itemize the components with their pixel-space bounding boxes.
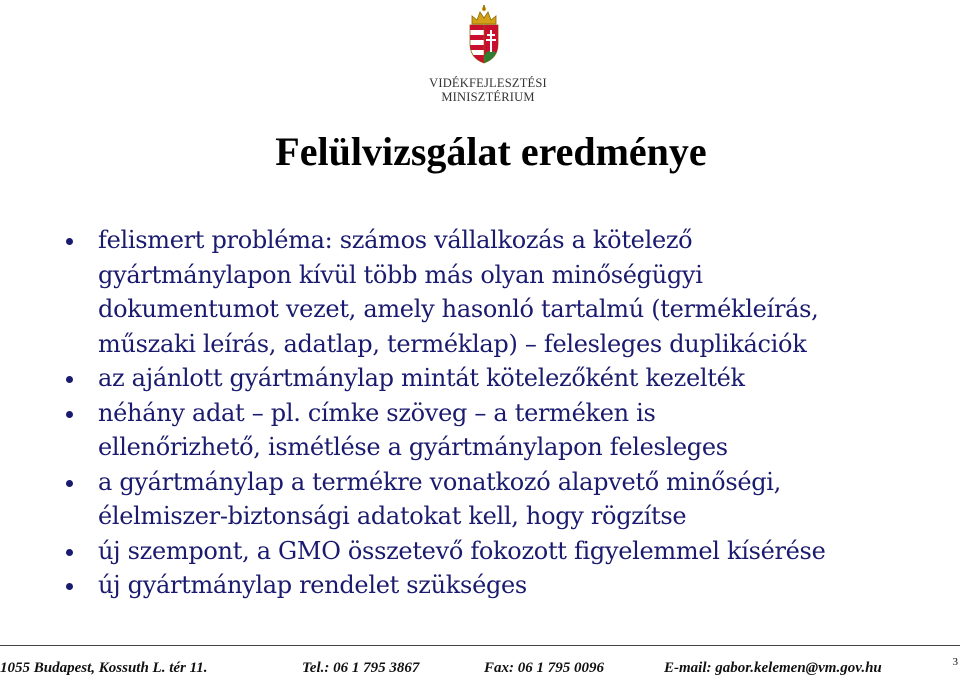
bullet-line: dokumentumot vezet, amely hasonló tartalmú (termékleírás, [98, 295, 819, 323]
bullet-item [66, 465, 960, 534]
bullet-line: élelmiszer-biztonsági adatokat kell, hogy rögzítse [98, 502, 687, 530]
bullet-item [66, 396, 960, 465]
bullet-line: műszaki leírás, adatlap, terméklap) – felesleges duplikációk [98, 329, 807, 358]
footer-fax: Fax: 06 1 795 0096 [484, 660, 604, 676]
bullet-line: új gyártmánylap rendelet szükséges [98, 571, 527, 599]
footer-email: E-mail: gabor.kelemen@vm.gov.hu [664, 660, 882, 676]
bullet-item [66, 568, 960, 603]
slide-title: Felülvizsgálat eredménye [275, 129, 707, 174]
bullet-line: néhány adat – pl. címke szöveg – a terméken is [98, 398, 656, 427]
bullet-line: az ajánlott gyártmánylap mintát kötelezőként kezelték [98, 364, 745, 392]
ministry-logo [428, 4, 548, 108]
coat-of-arms-icon [464, 4, 504, 64]
bullet-line: felismert probléma: számos vállalkozás a kötelező [98, 226, 693, 254]
ministry-name [428, 76, 548, 104]
bullet-line: új szempont, a GMO összetevő fokozott figyelemmel kísérése [98, 536, 826, 565]
bullet-dot-icon [66, 583, 73, 590]
bullet-item [66, 223, 960, 361]
bullet-list [66, 223, 960, 603]
bullet-dot-icon [66, 411, 73, 418]
bullet-item [66, 361, 960, 396]
footer-phone: Tel.: 06 1 795 3867 [302, 660, 420, 676]
footer-address: 1055 Budapest, Kossuth L. tér 11. [0, 660, 208, 676]
footer-divider [0, 645, 960, 646]
bullet-line: a gyártmánylap a termékre vonatkozó alapvető minőségi, [98, 467, 782, 496]
bullet-dot-icon [66, 238, 73, 245]
bullet-item [66, 534, 960, 569]
bullet-dot-icon [66, 549, 73, 556]
bullet-line: ellenőrizhető, ismétlése a gyártmánylapon felesleges [98, 433, 728, 461]
ministry-name-line1: VIDÉKFEJLESZTÉSI [429, 76, 547, 90]
page-number: 3 [952, 656, 958, 668]
ministry-name-line2: MINISZTÉRIUM [441, 90, 535, 104]
footer [0, 660, 960, 684]
bullet-dot-icon [66, 480, 73, 487]
bullet-line: gyártmánylapon kívül több más olyan minőségügyi [98, 260, 703, 289]
bullet-dot-icon [66, 376, 73, 383]
